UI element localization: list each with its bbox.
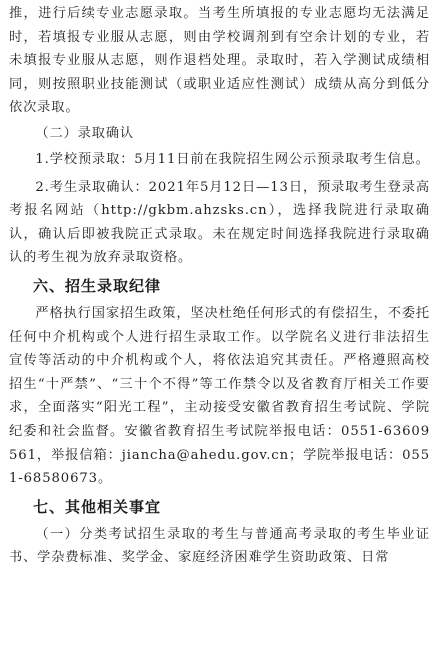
paragraph-other-matters: （一）分类考试招生录取的考生与普通高考录取的考生毕业证书、学杂费标准、奖学金、家庭经济困难学生资助政策、日常	[9, 526, 430, 566]
paragraph-admission-discipline: 严格执行国家招生政策，坚决杜绝任何形式的有偿招生，不委托任何中介机构或个人进行招生录取工作。以学院名义进行非法招生宣传等活动的中介机构或个人，将依法追究其责任。严格遵照高校招生“十严禁”、“三十个不得”等工作禁令以及省教育厅相关工作要求，全面落实“阳光工程”，主动接受安徽省教育招生考试院、学院纪委和社会监督。安徽省教育招生考试院举报电话：0551-63609561，举报信箱：jiancha@ahedu.gov.cn；学院举报电话：0551-68580673。	[9, 305, 430, 487]
subheading-admission-confirmation: （二）录取确认	[35, 125, 135, 141]
item-admission-confirmation: 2.考生录取确认：2021年5月12日—13日，预录取考生登录高考报名网站（http://gkbm.ahzsks.cn），选择我院进行录取确认，确认后即被我院正式录取。未在规定时间选择我院进行录取确认的考生视为放弃录取资格。	[9, 179, 430, 266]
heading-other-matters: 七、其他相关事宜	[33, 497, 162, 516]
item-pre-admission: 1.学校预录取：5月11日前在我院招生网公示预录取考生信息。	[35, 151, 430, 167]
heading-admission-discipline: 六、招生录取纪律	[33, 276, 162, 295]
paragraph-admission-rules: 推，进行后续专业志愿录取。当考生所填报的专业志愿均无法满足时，若填报专业服从志愿，则由学校调剂到有空余计划的专业，若未填报专业服从志愿，则作退档处理。录取时，若入学测试成绩相同，则按照职业技能测试（或职业适应性测试）成绩从高分到低分依次录取。	[9, 6, 430, 116]
